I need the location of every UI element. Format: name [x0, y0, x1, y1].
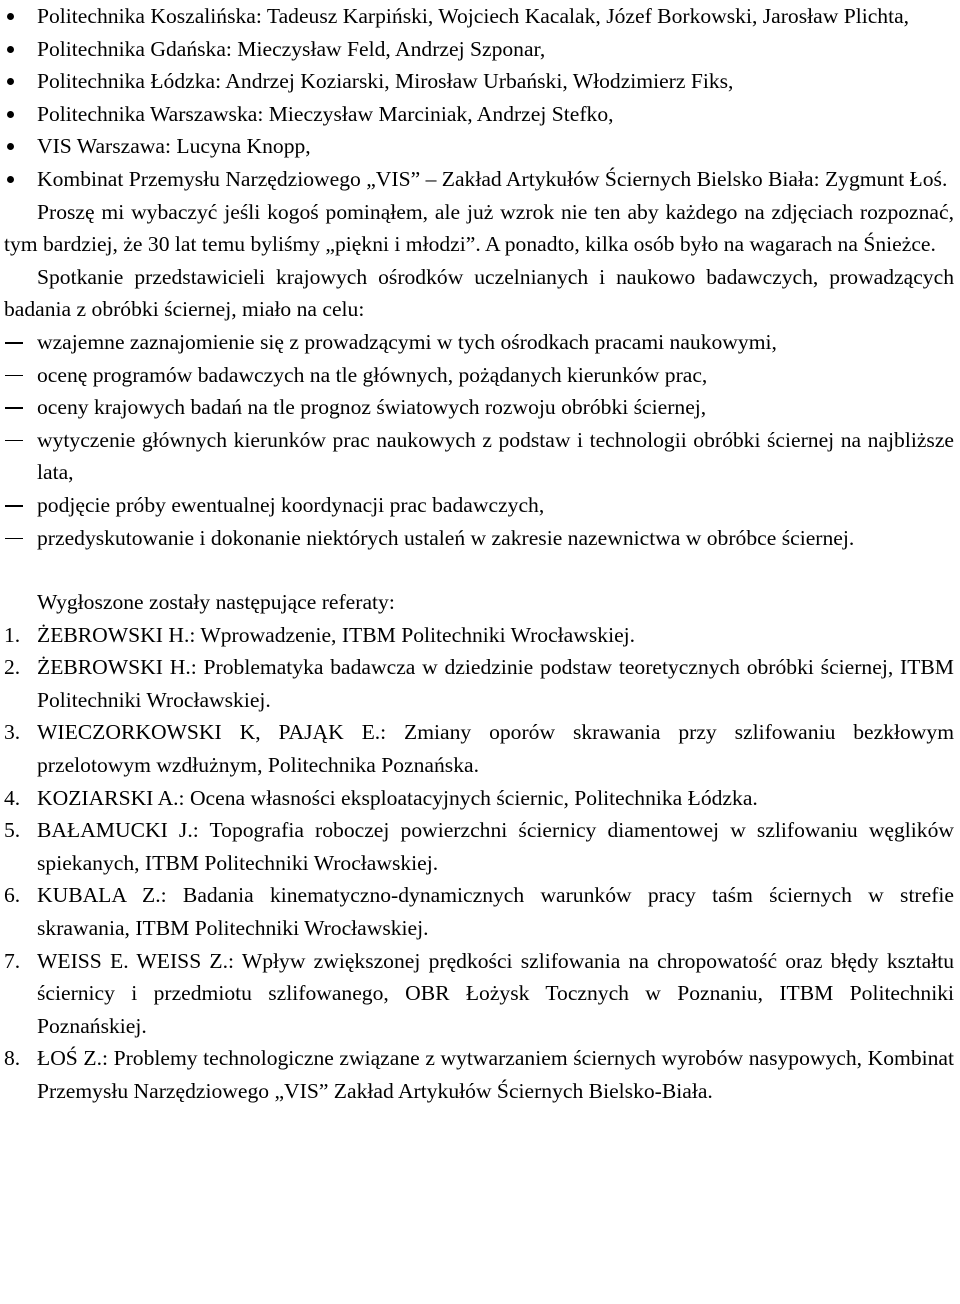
item-number: 8. — [4, 1046, 21, 1071]
goals-paragraph: Spotkanie przedstawicieli krajowych ośrodków uczelnianych i naukowo badawczych, prowadzących badania z obróbki ściernej, miało na celu: — [4, 264, 954, 322]
list-item: oceny krajowych badań na tle prognoz światowych rozwoju obróbki ściernej, — [4, 391, 954, 424]
list-item — [4, 651, 954, 716]
goals-list — [4, 326, 954, 554]
item-text: BAŁAMUCKI J.: Topografia roboczej powierzchni ściernicy diamentowej w szlifowaniu węglików spiekanych, ITBM Politechniki Wrocławskiej. — [37, 818, 954, 875]
list-item: Kombinat Przemysłu Narzędziowego „VIS” – Zakład Artykułów Ściernych Bielsko Biała: Zygmunt Łoś. — [4, 163, 954, 196]
list-item — [4, 782, 954, 815]
list-item: ocenę programów badawczych na tle głównych, pożądanych kierunków prac, — [4, 359, 954, 392]
list-item — [4, 945, 954, 1043]
list-item — [4, 814, 954, 879]
item-text: ŁOŚ Z.: Problemy technologiczne związane z wytwarzaniem ściernych wyrobów nasypowych, Kombinat Przemysłu Narzędziowego „VIS” Zakład Artykułów Ściernych Bielsko-Biała. — [37, 1046, 954, 1103]
item-text: ŻEBROWSKI H.: Wprowadzenie, ITBM Politechniki Wrocławskiej. — [37, 622, 636, 647]
list-item: VIS Warszawa: Lucyna Knopp, — [4, 130, 954, 163]
item-text: KUBALA Z.: Badania kinematyczno-dynamicznych warunków pracy taśm ściernych w strefie skrawania, ITBM Politechniki Wrocławskiej. — [37, 883, 954, 941]
item-number: 6. — [4, 883, 21, 908]
list-item: przedyskutowanie i dokonanie niektórych ustaleń w zakresie nazewnictwa w obróbce ściernej. — [4, 522, 954, 555]
item-text: ŻEBROWSKI H.: Problematyka badawcza w dziedzinie podstaw teoretycznych obróbki ściernej, ITBM Politechniki Wrocławskiej. — [37, 655, 954, 712]
list-item — [4, 879, 954, 944]
item-text: WEISS E. WEISS Z.: Wpływ zwiększonej prędkości szlifowania na chropowatość oraz błędy kształtu ściernicy i przedmiotu szlifowanego, OBR Łożysk Tocznych w Poznaniu, ITBM Politechniki Poznańskiej. — [37, 948, 954, 1038]
item-number: 2. — [4, 655, 21, 680]
spacer — [4, 554, 954, 586]
list-item: Politechnika Łódzka: Andrzej Koziarski, Mirosław Urbański, Włodzimierz Fiks, — [4, 65, 954, 98]
list-item: wzajemne zaznajomienie się z prowadzącymi w tych ośrodkach pracami naukowymi, — [4, 326, 954, 359]
item-text: KOZIARSKI A.: Ocena własności eksploatacyjnych ściernic, Politechnika Łódzka. — [37, 785, 758, 810]
item-number: 5. — [4, 818, 21, 843]
list-item — [4, 619, 954, 652]
item-number: 7. — [4, 948, 21, 973]
item-number: 1. — [4, 622, 21, 647]
apology-paragraph: Proszę mi wybaczyć jeśli kogoś pominąłem, ale już wzrok nie ten aby każdego na zdjęciach rozpoznać, tym bardziej, że 30 lat temu byliśmy „piękni i młodzi”. A ponadto, kilka osób było na wagarach na Śnieżce. — [4, 199, 954, 257]
list-item: Politechnika Koszalińska: Tadeusz Karpiński, Wojciech Kacalak, Józef Borkowski, Jarosław Plichta, — [4, 0, 954, 33]
referaty-list — [4, 619, 954, 1108]
list-item: Politechnika Warszawska: Mieczysław Marciniak, Andrzej Stefko, — [4, 98, 954, 131]
participants-list — [4, 0, 954, 196]
document-page — [4, 0, 954, 1108]
list-item — [4, 1042, 954, 1107]
list-item: podjęcie próby ewentualnej koordynacji prac badawczych, — [4, 489, 954, 522]
item-number: 3. — [4, 720, 21, 745]
list-item — [4, 716, 954, 781]
item-text: WIECZORKOWSKI K, PAJĄK E.: Zmiany oporów skrawania przy szlifowaniu bezkłowym przelotowym wzdłużnym, Politechnika Poznańska. — [37, 720, 954, 778]
item-number: 4. — [4, 785, 21, 810]
referaty-intro: Wygłoszone zostały następujące referaty: — [37, 590, 395, 615]
list-item: Politechnika Gdańska: Mieczysław Feld, Andrzej Szponar, — [4, 33, 954, 66]
list-item: wytyczenie głównych kierunków prac naukowych z podstaw i technologii obróbki ściernej na najbliższe lata, — [4, 424, 954, 489]
